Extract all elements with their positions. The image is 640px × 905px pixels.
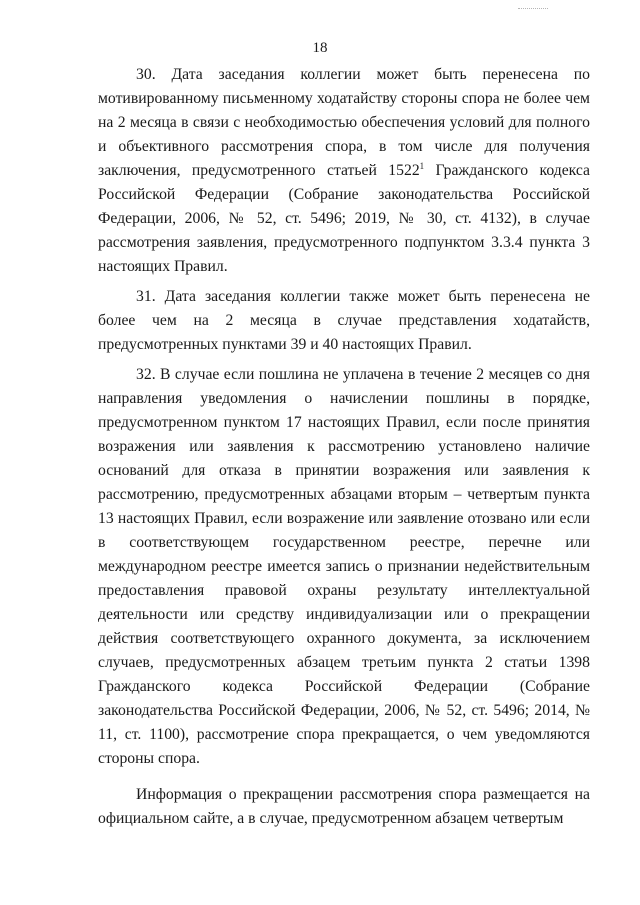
document-body (98, 63, 590, 831)
scan-artifact (518, 8, 548, 15)
paragraph-30 (98, 63, 590, 279)
paragraph-30-text-continued: Гражданского кодекса Российской Федерации (Собрание законодательства Российской Федерации, 2006, № 52, ст. 5496; 2019, № 30, ст. 4132), в случае рассмотрения заявления, предусмотренного подпунктом 3.3.4 пункта 3 настоящих Правил. (98, 162, 591, 275)
paragraph-32: 32. В случае если пошлина не уплачена в течение 2 месяцев со дня направления уведомления о начислении пошлины в порядке, предусмотренном пунктом 17 настоящих Правил, если после принятия возражения или заявления к рассмотрению установлено наличие оснований для отказа в принятии возражения или заявления к рассмотрению, предусмотренных абзацами вторым – четвертым пункта 13 настоящих Правил, если возражение или заявление отозвано или если в соответствующем государственном реестре, перечне или международном реестре имеется запись о признании недействительным предоставления правовой охраны результату интеллектуальной деятельности или средству индивидуализации или о прекращении действия соответствующего охранного документа, за исключением случаев, предусмотренных абзацем третьим пункта 2 статьи 1398 Гражданского кодекса Российской Федерации (Собрание законодательства Российской Федерации, 2006, № 52, ст. 5496; 2014, № 11, ст. 1100), рассмотрение спора прекращается, о чем уведомляются стороны спора. (98, 366, 590, 767)
page-number: 18 (312, 40, 328, 56)
paragraph-31: 31. Дата заседания коллегии также может быть перенесена не более чем на 2 месяца в случае представления ходатайств, предусмотренных пунктами 39 и 40 настоящих Правил. (98, 288, 590, 353)
paragraph-30-text: 30. Дата заседания коллегии может быть перенесена по мотивированному письменному ходатайству стороны спора не более чем на 2 месяца в связи с необходимостью обеспечения условий для полного и объективного рассмотрения спора, в том числе для получения заключения, предусмотренного статьей 1522 (98, 66, 590, 179)
paragraph-info: Информация о прекращении рассмотрения спора размещается на официальном сайте, а в случае, предусмотренном абзацем четвертым (98, 786, 590, 827)
footnote-superscript: 1 (419, 161, 425, 171)
